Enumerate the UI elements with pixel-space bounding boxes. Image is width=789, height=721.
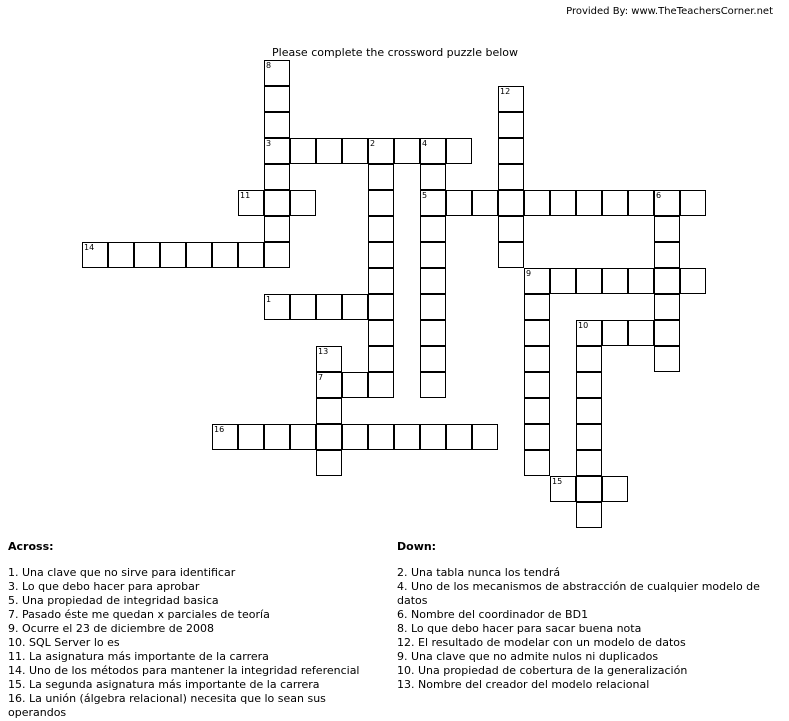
crossword-cell[interactable] <box>264 86 290 112</box>
crossword-cell[interactable] <box>212 424 238 450</box>
crossword-cell[interactable] <box>576 190 602 216</box>
across-clue: 10. SQL Server lo es <box>8 636 120 649</box>
crossword-cell[interactable] <box>316 294 342 320</box>
crossword-cell[interactable] <box>264 112 290 138</box>
crossword-cell[interactable] <box>576 320 602 346</box>
crossword-cell[interactable] <box>290 294 316 320</box>
crossword-cell[interactable] <box>498 112 524 138</box>
crossword-cell[interactable] <box>550 476 576 502</box>
across-clue: 15. La segunda asignatura más importante de la carrera <box>8 678 320 691</box>
crossword-cell[interactable] <box>264 60 290 86</box>
crossword-cell[interactable] <box>654 216 680 242</box>
crossword-cell[interactable] <box>576 372 602 398</box>
crossword-cell[interactable] <box>446 424 472 450</box>
crossword-cell[interactable] <box>316 372 342 398</box>
crossword-cell[interactable] <box>264 424 290 450</box>
clue-number: 6 <box>656 191 662 200</box>
crossword-cell[interactable] <box>342 372 368 398</box>
down-clue: 4. Uno de los mecanismos de abstracción de cualquier modelo de datos <box>397 580 760 607</box>
crossword-cell[interactable] <box>420 268 446 294</box>
crossword-cell[interactable] <box>524 398 550 424</box>
crossword-cell[interactable] <box>654 346 680 372</box>
crossword-cell[interactable] <box>420 164 446 190</box>
clue-number: 8 <box>266 61 272 70</box>
crossword-cell[interactable] <box>524 294 550 320</box>
crossword-cell[interactable] <box>498 242 524 268</box>
crossword-cell[interactable] <box>420 242 446 268</box>
crossword-cell[interactable] <box>680 190 706 216</box>
crossword-cell[interactable] <box>654 190 680 216</box>
crossword-cell[interactable] <box>446 190 472 216</box>
crossword-cell[interactable] <box>368 138 394 164</box>
crossword-cell[interactable] <box>264 164 290 190</box>
across-clue: 3. Lo que debo hacer para aprobar <box>8 580 200 593</box>
crossword-cell[interactable] <box>368 242 394 268</box>
crossword-cell[interactable] <box>342 424 368 450</box>
crossword-cell[interactable] <box>472 190 498 216</box>
crossword-cell[interactable] <box>524 372 550 398</box>
crossword-cell[interactable] <box>160 242 186 268</box>
crossword-cell[interactable] <box>524 346 550 372</box>
across-clue: 16. La unión (álgebra relacional) necesita que lo sean sus operandos <box>8 692 326 719</box>
clue-number: 7 <box>318 373 324 382</box>
puzzle-title: Please complete the crossword puzzle below <box>272 46 519 59</box>
crossword-cell[interactable] <box>342 294 368 320</box>
clue-number: 13 <box>318 347 329 356</box>
clue-number: 11 <box>240 191 251 200</box>
crossword-cell[interactable] <box>420 138 446 164</box>
crossword-cell[interactable] <box>264 242 290 268</box>
crossword-cell[interactable] <box>576 502 602 528</box>
crossword-cell[interactable] <box>342 138 368 164</box>
crossword-cell[interactable] <box>420 216 446 242</box>
crossword-cell[interactable] <box>420 346 446 372</box>
crossword-cell[interactable] <box>524 450 550 476</box>
clue-number: 2 <box>370 139 376 148</box>
down-clue: 6. Nombre del coordinador de BD1 <box>397 608 589 621</box>
crossword-cell[interactable] <box>420 294 446 320</box>
crossword-cell[interactable] <box>498 138 524 164</box>
crossword-cell[interactable] <box>316 424 342 450</box>
crossword-cell[interactable] <box>368 372 394 398</box>
crossword-cell[interactable] <box>368 424 394 450</box>
crossword-cell[interactable] <box>628 320 654 346</box>
crossword-cell[interactable] <box>550 268 576 294</box>
crossword-cell[interactable] <box>576 268 602 294</box>
crossword-cell[interactable] <box>420 320 446 346</box>
crossword-cell[interactable] <box>290 190 316 216</box>
clue-number: 9 <box>526 269 532 278</box>
crossword-cell[interactable] <box>264 216 290 242</box>
crossword-cell[interactable] <box>82 242 108 268</box>
crossword-cell[interactable] <box>238 424 264 450</box>
down-clue: 13. Nombre del creador del modelo relacional <box>397 678 650 691</box>
across-clue: 11. La asignatura más importante de la carrera <box>8 650 269 663</box>
crossword-cell[interactable] <box>602 268 628 294</box>
crossword-cell[interactable] <box>264 138 290 164</box>
crossword-cell[interactable] <box>368 268 394 294</box>
crossword-cell[interactable] <box>264 294 290 320</box>
crossword-cell[interactable] <box>628 268 654 294</box>
crossword-cell[interactable] <box>654 268 680 294</box>
crossword-cell[interactable] <box>368 190 394 216</box>
across-clues <box>8 540 378 720</box>
across-clue: 7. Pasado éste me quedan x parciales de teoría <box>8 608 270 621</box>
crossword-cell[interactable] <box>420 424 446 450</box>
clue-number: 10 <box>578 321 589 330</box>
crossword-cell[interactable] <box>316 138 342 164</box>
clue-number: 4 <box>422 139 428 148</box>
crossword-cell[interactable] <box>628 190 654 216</box>
crossword-cell[interactable] <box>446 138 472 164</box>
crossword-cell[interactable] <box>316 398 342 424</box>
crossword-cell[interactable] <box>108 242 134 268</box>
crossword-cell[interactable] <box>264 190 290 216</box>
crossword-cell[interactable] <box>602 190 628 216</box>
crossword-cell[interactable] <box>368 164 394 190</box>
clue-number: 5 <box>422 191 428 200</box>
crossword-cell[interactable] <box>524 320 550 346</box>
crossword-cell[interactable] <box>186 242 212 268</box>
crossword-cell[interactable] <box>290 424 316 450</box>
crossword-cell[interactable] <box>420 372 446 398</box>
down-clue: 12. El resultado de modelar con un modelo de datos <box>397 636 686 649</box>
down-clue: 8. Lo que debo hacer para sacar buena nota <box>397 622 642 635</box>
crossword-cell[interactable] <box>680 268 706 294</box>
crossword-cell[interactable] <box>576 450 602 476</box>
clue-number: 16 <box>214 425 225 434</box>
crossword-cell[interactable] <box>524 268 550 294</box>
crossword-cell[interactable] <box>368 294 394 320</box>
crossword-cell[interactable] <box>498 86 524 112</box>
across-clue: 14. Uno de los métodos para mantener la integridad referencial <box>8 664 360 677</box>
crossword-cell[interactable] <box>654 294 680 320</box>
clue-number: 14 <box>84 243 95 252</box>
crossword-cell[interactable] <box>654 242 680 268</box>
crossword-cell[interactable] <box>368 346 394 372</box>
crossword-cell[interactable] <box>316 346 342 372</box>
across-clue: 5. Una propiedad de integridad basica <box>8 594 219 607</box>
down-clue: 9. Una clave que no admite nulos ni duplicados <box>397 650 659 663</box>
crossword-cell[interactable] <box>576 476 602 502</box>
crossword-cell[interactable] <box>420 190 446 216</box>
crossword-cell[interactable] <box>238 190 264 216</box>
clue-number: 15 <box>552 477 563 486</box>
down-clue: 2. Una tabla nunca los tendrá <box>397 566 561 579</box>
crossword-cell[interactable] <box>498 164 524 190</box>
crossword-cell[interactable] <box>602 476 628 502</box>
down-clues <box>397 540 777 692</box>
across-clue: 1. Una clave que no sirve para identificar <box>8 566 236 579</box>
clue-number: 3 <box>266 139 272 148</box>
crossword-cell[interactable] <box>524 424 550 450</box>
crossword-cell[interactable] <box>394 424 420 450</box>
crossword-cell[interactable] <box>524 190 550 216</box>
crossword-cell[interactable] <box>498 216 524 242</box>
crossword-cell[interactable] <box>576 398 602 424</box>
provided-by-credit: Provided By: www.TheTeachersCorner.net <box>566 6 773 17</box>
crossword-cell[interactable] <box>368 216 394 242</box>
crossword-cell[interactable] <box>472 424 498 450</box>
down-heading: Down: <box>397 540 437 553</box>
crossword-cell[interactable] <box>290 138 316 164</box>
crossword-cell[interactable] <box>134 242 160 268</box>
crossword-cell[interactable] <box>654 320 680 346</box>
crossword-cell[interactable] <box>602 320 628 346</box>
clue-number: 1 <box>266 295 272 304</box>
crossword-cell[interactable] <box>394 138 420 164</box>
crossword-cell[interactable] <box>498 190 524 216</box>
across-heading: Across: <box>8 540 54 553</box>
crossword-cell[interactable] <box>576 346 602 372</box>
down-clue: 10. Una propiedad de cobertura de la generalización <box>397 664 688 677</box>
clue-number: 12 <box>500 87 511 96</box>
crossword-cell[interactable] <box>316 450 342 476</box>
crossword-cell[interactable] <box>550 190 576 216</box>
crossword-cell[interactable] <box>238 242 264 268</box>
crossword-cell[interactable] <box>212 242 238 268</box>
crossword-cell[interactable] <box>368 320 394 346</box>
crossword-cell[interactable] <box>576 424 602 450</box>
across-clue: 9. Ocurre el 23 de diciembre de 2008 <box>8 622 214 635</box>
